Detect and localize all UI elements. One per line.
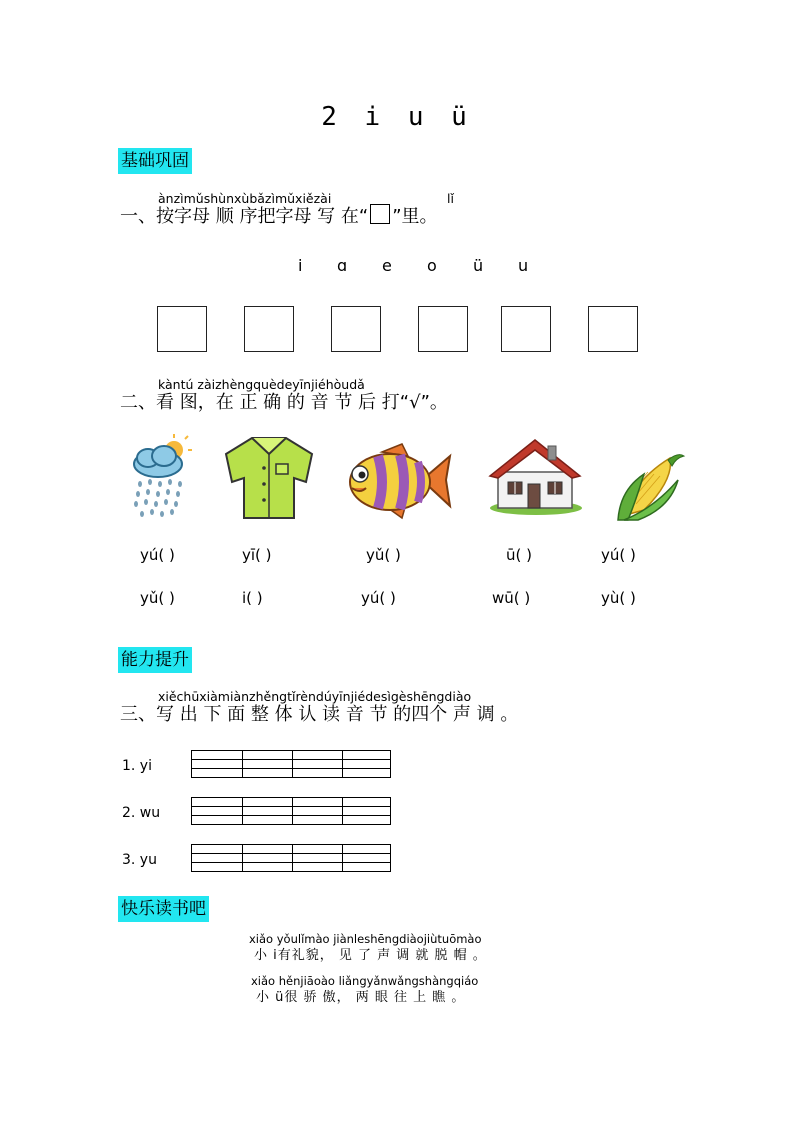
q3-question bbox=[120, 700, 518, 726]
answer-box-4[interactable] bbox=[418, 306, 468, 352]
writing-grid-wu[interactable] bbox=[191, 797, 391, 825]
answer-box-6[interactable] bbox=[588, 306, 638, 352]
option-yu4[interactable]: yù( ) bbox=[601, 589, 636, 607]
section-ability: 能力提升 bbox=[118, 647, 192, 673]
q3-item-label: 1. yi bbox=[122, 758, 152, 774]
poem-line1-text: 小 i有礼貌， 见 了 声 调 就 脱 帽 。 bbox=[254, 948, 487, 963]
q2-text: 看 图，在 正 确 的 音 节 后 打“√”。 bbox=[156, 392, 448, 413]
q3-pinyin: xiěchūxiàmiànzhěngtǐrèndúyīnjiédesìgèshēngdiào bbox=[158, 689, 472, 704]
option-yu2-2[interactable]: yú( ) bbox=[601, 546, 636, 564]
writing-grid-yu[interactable] bbox=[191, 844, 391, 872]
q2-pinyin: kàntú zàizhèngquèdeyīnjiéhòudǎ bbox=[158, 377, 365, 392]
quote-close: ” bbox=[392, 206, 402, 227]
corn-icon bbox=[614, 450, 688, 522]
quote-open: “ bbox=[358, 206, 369, 227]
option-u1[interactable]: ū( ) bbox=[506, 546, 532, 564]
q3-item-label: 3. yu bbox=[122, 852, 157, 868]
section-basic: 基础巩固 bbox=[118, 148, 192, 174]
q1-pinyin: ànzìmǔshùnxùbǎzìmǔxiězài bbox=[158, 191, 332, 206]
letter-item: u bbox=[518, 256, 529, 275]
letter-item: ü bbox=[473, 256, 484, 275]
house-icon bbox=[486, 436, 584, 516]
q1-question bbox=[120, 202, 438, 228]
letter-item: i bbox=[298, 256, 303, 275]
q3-number: 三、 bbox=[120, 704, 156, 725]
q1-tail: 里。 bbox=[401, 206, 438, 227]
q2-question bbox=[120, 388, 448, 414]
poem-line1-pinyin: xiǎo yǒulǐmào jiànleshēngdiàojiùtuōmào bbox=[249, 932, 482, 946]
fish-icon bbox=[342, 442, 454, 520]
rain-cloud-icon bbox=[128, 432, 196, 524]
poem-line2-pinyin: xiǎo hěnjiāoào liǎngyǎnwǎngshàngqiáo bbox=[251, 974, 479, 988]
option-yu3-2[interactable]: yǔ( ) bbox=[140, 589, 175, 607]
q3-item-label: 2. wu bbox=[122, 805, 161, 821]
answer-box-5[interactable] bbox=[501, 306, 551, 352]
page-title: 2 i u ü bbox=[321, 102, 473, 132]
option-i[interactable]: i( ) bbox=[242, 589, 263, 607]
letter-item: ɑ bbox=[337, 256, 348, 275]
option-yu3-1[interactable]: yǔ( ) bbox=[366, 546, 401, 564]
option-yu2-3[interactable]: yú( ) bbox=[361, 589, 396, 607]
letter-item: e bbox=[382, 256, 392, 275]
q1-tail-pinyin: lǐ bbox=[447, 191, 454, 206]
q3-text: 写 出 下 面 整 体 认 读 音 节 的四个 声 调 。 bbox=[156, 704, 519, 725]
letter-item: o bbox=[427, 256, 437, 275]
shirt-icon bbox=[222, 432, 316, 522]
writing-grid-yi[interactable] bbox=[191, 750, 391, 778]
answer-box-3[interactable] bbox=[331, 306, 381, 352]
section-reading: 快乐读书吧 bbox=[118, 896, 209, 922]
q2-number: 二、 bbox=[120, 392, 156, 413]
option-yu2-1[interactable]: yú( ) bbox=[140, 546, 175, 564]
answer-box-1[interactable] bbox=[157, 306, 207, 352]
q1-text: 按字母 顺 序把字母 写 在 bbox=[156, 206, 359, 227]
answer-box-2[interactable] bbox=[244, 306, 294, 352]
square-box-icon bbox=[370, 204, 390, 224]
poem-line2-text: 小 ü很 骄 傲， 两 眼 往 上 瞧 。 bbox=[256, 990, 466, 1005]
option-yi1[interactable]: yī( ) bbox=[242, 546, 272, 564]
q1-letters bbox=[0, 256, 794, 280]
option-wu1[interactable]: wū( ) bbox=[492, 589, 531, 607]
q1-number: 一、 bbox=[120, 206, 156, 227]
